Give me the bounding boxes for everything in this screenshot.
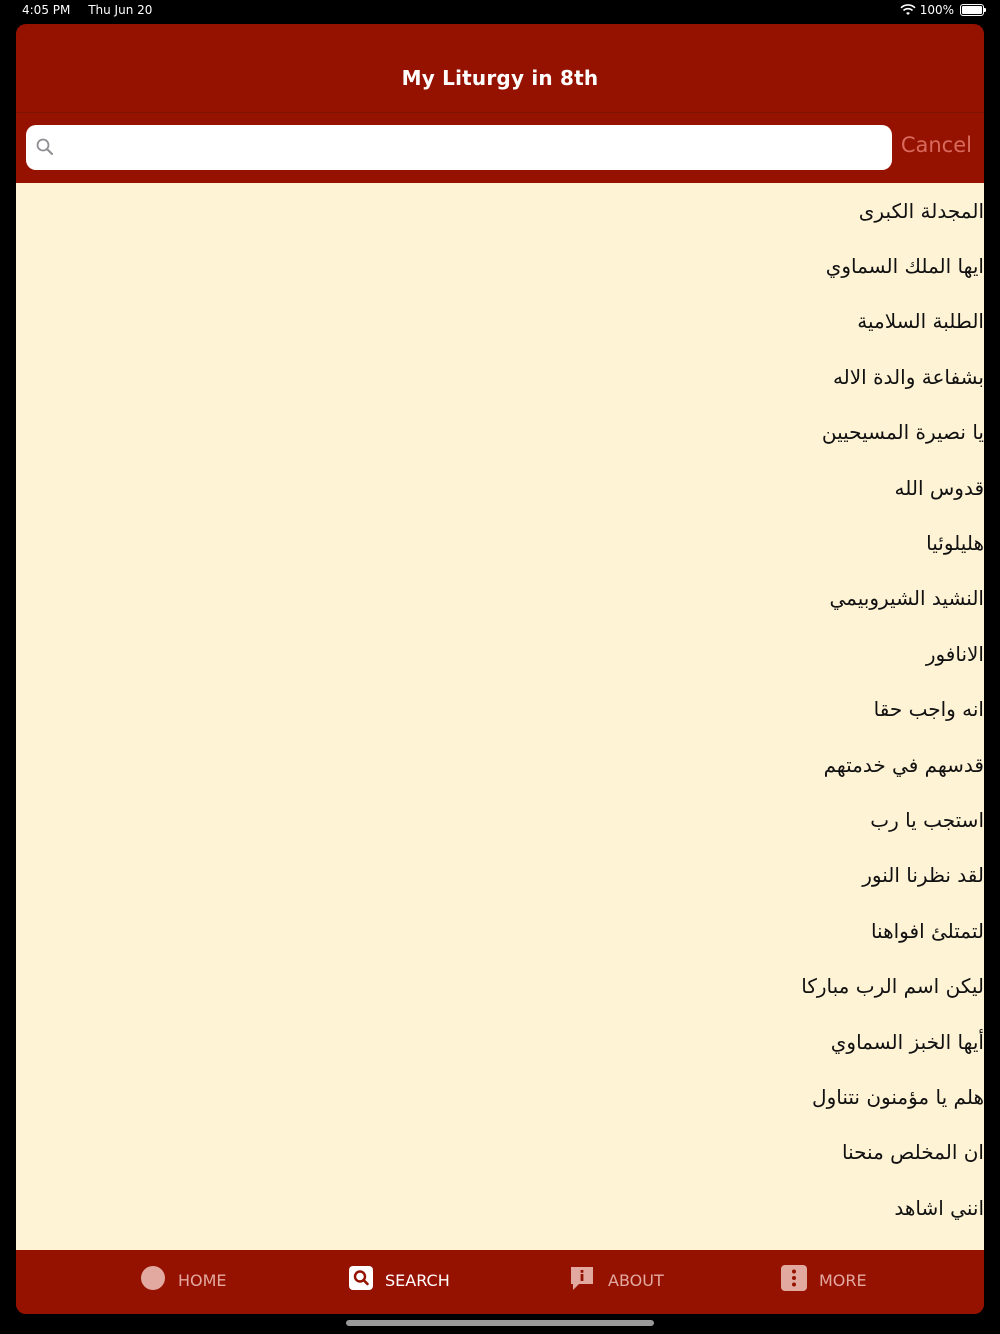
list-item[interactable]	[16, 1069, 984, 1124]
list-item-label: ليكن اسم الرب مباركا	[801, 974, 984, 999]
tab-home[interactable]	[140, 1264, 227, 1296]
battery-icon	[960, 4, 984, 16]
tab-bar	[16, 1250, 984, 1314]
search-field[interactable]	[26, 125, 892, 170]
list-item[interactable]	[16, 238, 984, 293]
more-dots-icon	[781, 1265, 807, 1295]
list-item-label: استجب يا رب	[870, 807, 984, 832]
list-item[interactable]	[16, 1014, 984, 1069]
tab-label: SEARCH	[385, 1270, 450, 1290]
tab-label: MORE	[819, 1270, 867, 1290]
list-item-label: ايها الملك السماوي	[825, 254, 984, 279]
status-left	[22, 3, 166, 17]
list-item[interactable]	[16, 1180, 984, 1235]
list-item-label: النشيد الشيروبيمي	[829, 586, 984, 611]
tab-more[interactable]	[781, 1264, 867, 1296]
list-item-label: لقد نظرنا النور	[862, 863, 984, 888]
list-item-label: الطلبة السلامية	[857, 309, 984, 334]
status-date: Thu Jun 20	[88, 3, 153, 17]
list-item[interactable]	[16, 515, 984, 570]
list-item[interactable]	[16, 903, 984, 958]
navigation-bar	[16, 24, 984, 113]
list-item[interactable]	[16, 626, 984, 681]
list-item[interactable]	[16, 405, 984, 460]
magnifier-icon	[36, 138, 54, 160]
list-item[interactable]	[16, 183, 984, 238]
tab-search[interactable]	[349, 1264, 450, 1296]
tab-label: ABOUT	[608, 1270, 664, 1290]
list-item[interactable]	[16, 1125, 984, 1180]
list-item[interactable]	[16, 460, 984, 515]
tab-label: HOME	[178, 1270, 227, 1290]
list-item[interactable]	[16, 737, 984, 792]
search-input[interactable]	[66, 125, 880, 172]
info-bubble-icon	[568, 1264, 596, 1296]
list-item-label: قدوس الله	[894, 475, 984, 500]
circle-icon	[140, 1265, 166, 1295]
list-item-label: المجدلة الكبرى	[858, 198, 984, 223]
list-item-label: قدسهم في خدمتهم	[823, 752, 984, 777]
list-item-label: انني اشاهد	[894, 1195, 984, 1220]
home-indicator	[346, 1320, 654, 1326]
status-time: 4:05 PM	[22, 3, 71, 17]
search-bar	[16, 113, 984, 183]
list-item-label: الانافور	[925, 641, 984, 666]
list-item[interactable]	[16, 848, 984, 903]
search-icon	[349, 1266, 373, 1294]
battery-percent: 100%	[919, 3, 954, 17]
list-item[interactable]	[16, 792, 984, 847]
list-item-label: أيها الخبز السماوي	[830, 1029, 984, 1054]
page-title: My Liturgy in 8th	[401, 66, 599, 90]
list-item-label: ان المخلص منحنا	[842, 1140, 984, 1165]
hymn-list	[16, 183, 984, 1250]
list-item[interactable]	[16, 349, 984, 404]
list-item[interactable]	[16, 682, 984, 737]
cancel-button[interactable]: Cancel	[900, 133, 972, 157]
list-item-label: هلم يا مؤمنون نتناول	[812, 1084, 984, 1109]
tab-about[interactable]	[568, 1264, 664, 1296]
list-item[interactable]	[16, 958, 984, 1013]
list-item-label: لتمتلئ افواهنا	[870, 918, 984, 943]
wifi-icon	[900, 4, 916, 16]
list-item-label: بشفاعة والدة الاله	[832, 364, 984, 389]
list-item-label: هليلوئيا	[926, 531, 984, 556]
app-sheet	[16, 24, 984, 1314]
list-item-label: يا نصيرة المسيحيين	[821, 420, 984, 445]
status-bar	[0, 0, 1000, 22]
status-right	[900, 3, 984, 17]
list-item-label: انه واجب حقا	[873, 697, 984, 722]
list-item[interactable]	[16, 571, 984, 626]
list-item[interactable]	[16, 294, 984, 349]
